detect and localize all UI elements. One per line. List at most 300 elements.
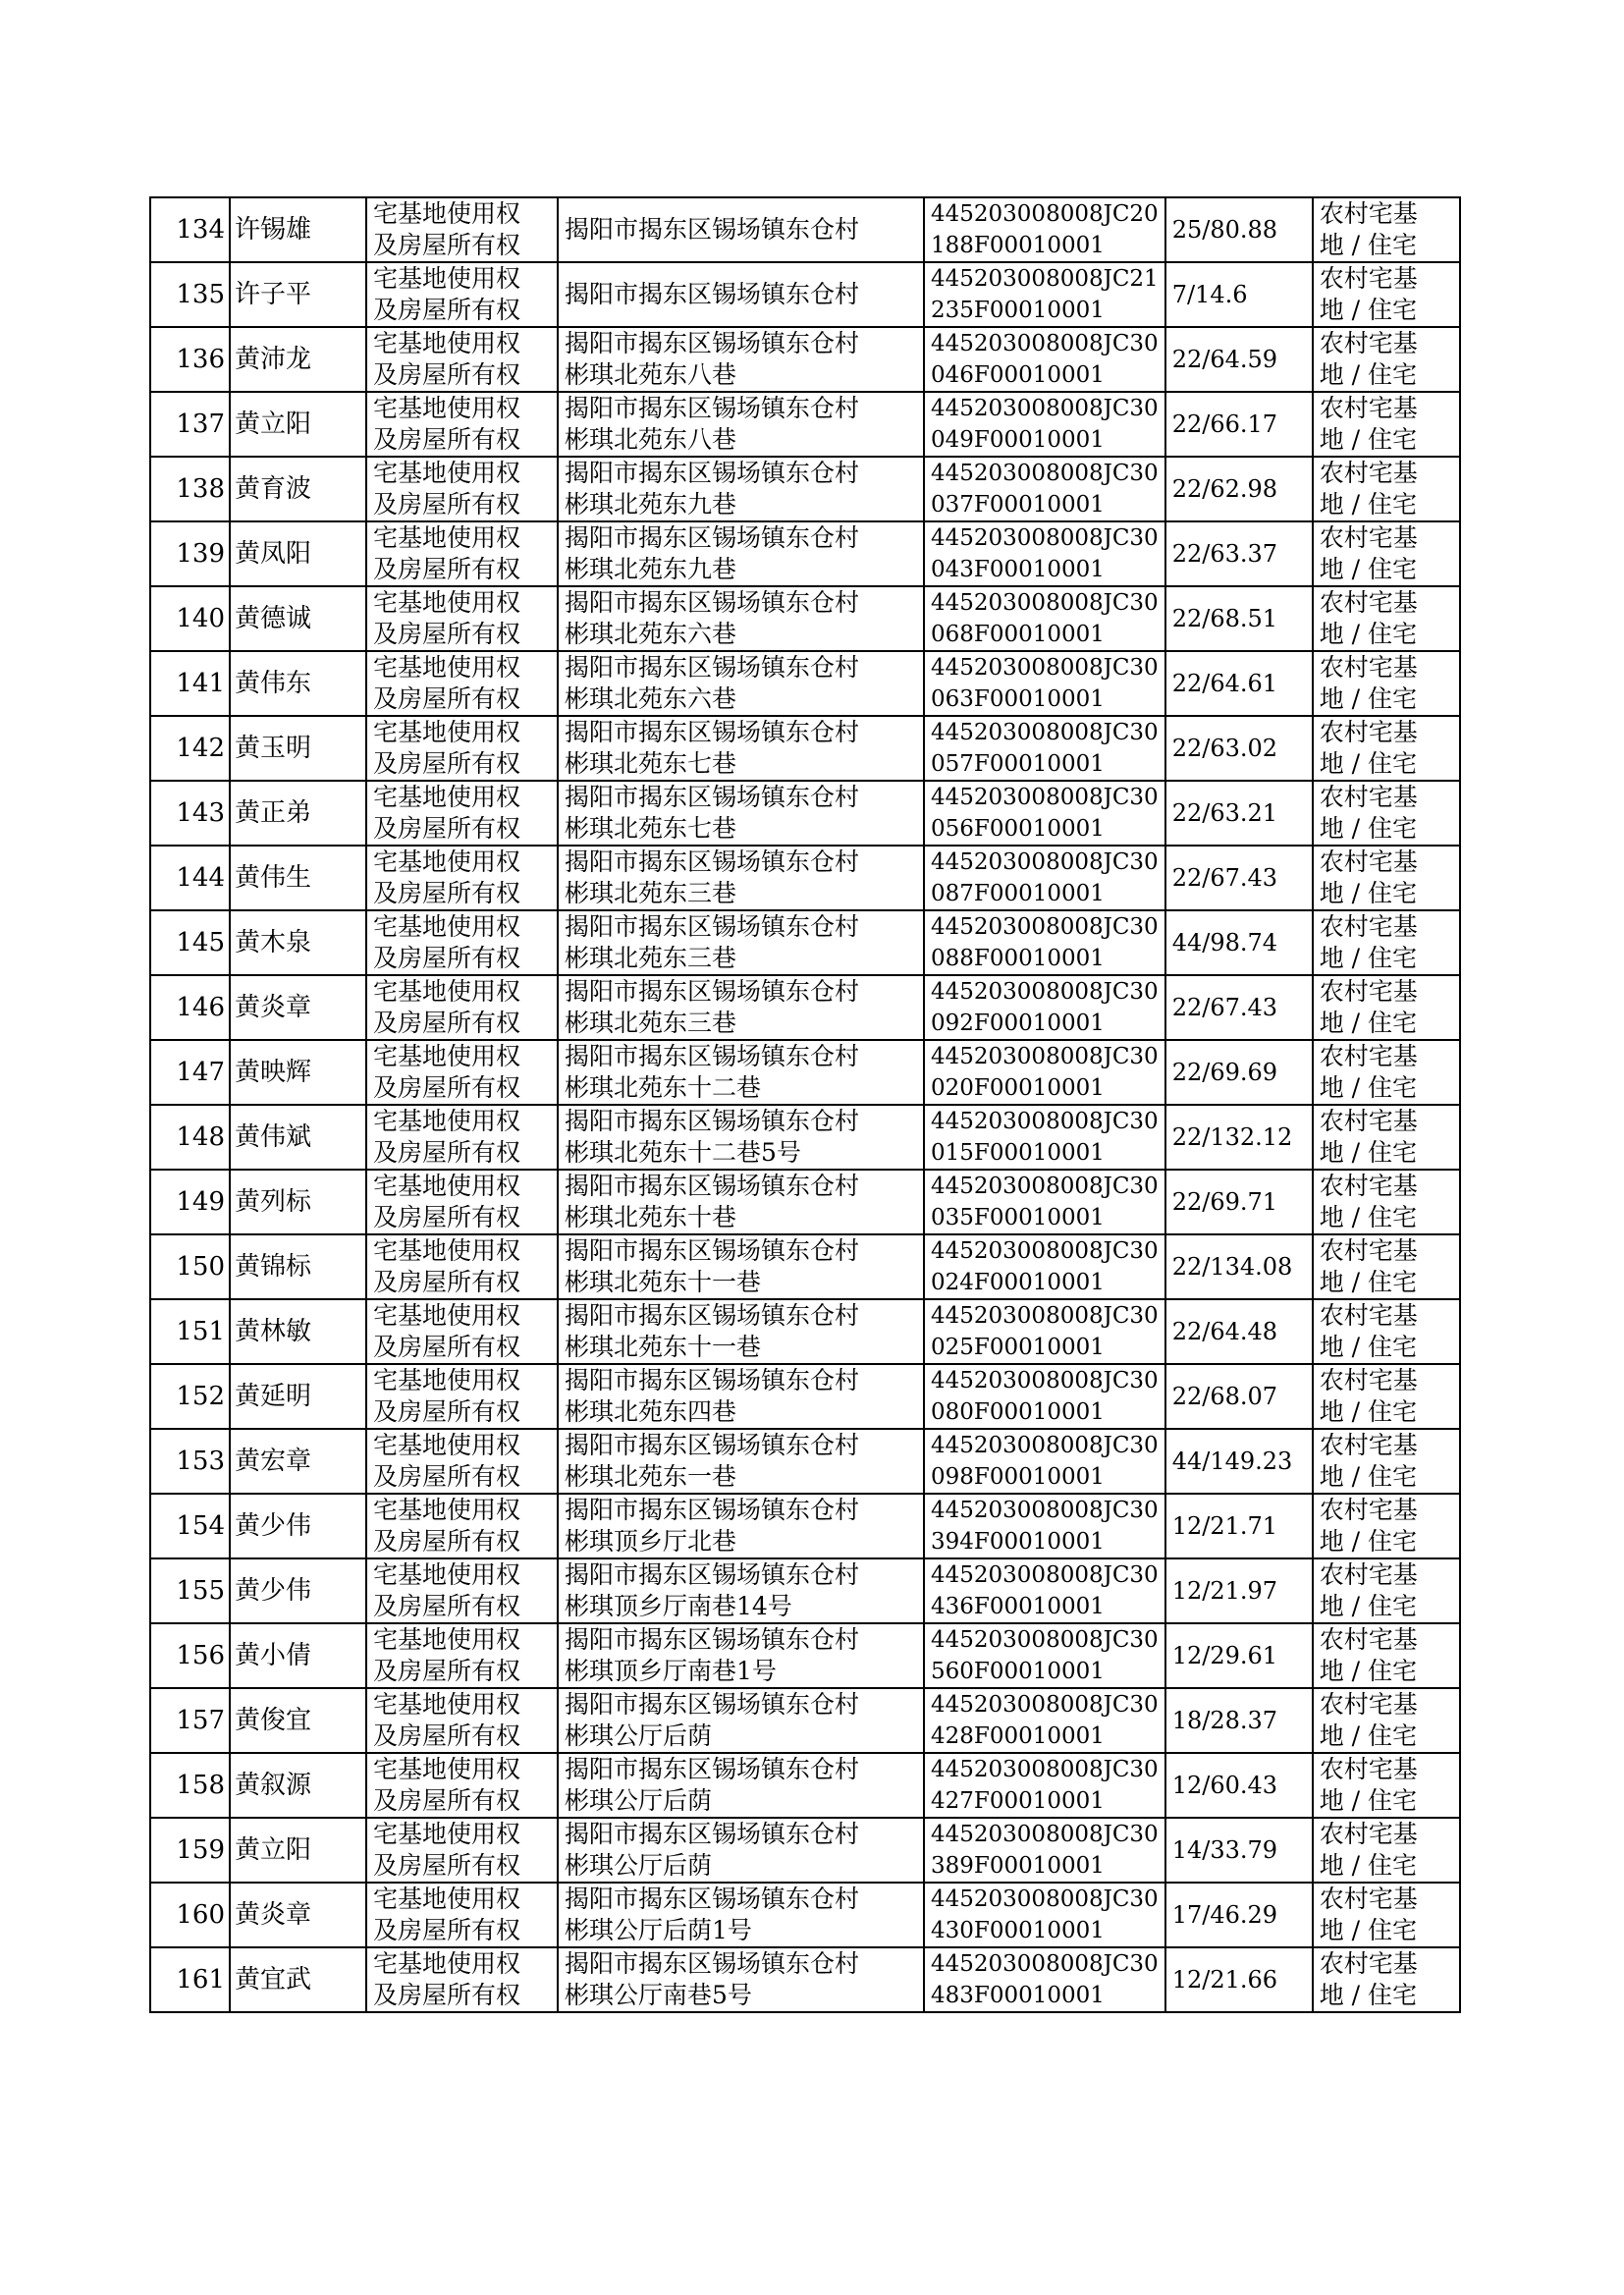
right-type-line: 及房屋所有权 bbox=[373, 1721, 521, 1750]
registration-number-cell bbox=[924, 1623, 1165, 1688]
property-address-line: 揭阳市揭东区锡场镇东仓村 bbox=[565, 1949, 860, 1978]
registration-number-cell bbox=[924, 1818, 1165, 1883]
property-address-line: 揭阳市揭东区锡场镇东仓村 bbox=[565, 1366, 860, 1394]
property-address-line: 揭阳市揭东区锡场镇东仓村 bbox=[565, 1236, 860, 1265]
area-value-cell bbox=[1165, 975, 1313, 1040]
table-row bbox=[150, 975, 1460, 1040]
owner-name-cell bbox=[230, 197, 366, 262]
registration-number-line: 092F00010001 bbox=[931, 1011, 1105, 1036]
land-use-line: 农村宅基 bbox=[1319, 653, 1418, 682]
registration-number-cell bbox=[924, 262, 1165, 327]
right-type-line: 宅基地使用权 bbox=[373, 459, 521, 487]
row-number: 155 bbox=[176, 1575, 225, 1606]
right-type-cell bbox=[366, 1688, 558, 1753]
land-use-line: 农村宅基 bbox=[1319, 1107, 1418, 1135]
owner-name: 黄叙源 bbox=[235, 1770, 312, 1800]
property-address-line: 揭阳市揭东区锡场镇东仓村 bbox=[565, 1625, 860, 1654]
right-type-line: 宅基地使用权 bbox=[373, 1755, 521, 1783]
right-type-cell bbox=[366, 651, 558, 716]
land-use-line: 地 / 住宅 bbox=[1319, 1009, 1418, 1037]
owner-name-cell bbox=[230, 651, 366, 716]
row-number-cell bbox=[150, 457, 230, 521]
property-address-cell bbox=[558, 327, 924, 392]
registration-number-line: 057F00010001 bbox=[931, 751, 1105, 777]
land-use-cell bbox=[1313, 392, 1460, 457]
registration-number-cell bbox=[924, 1947, 1165, 2012]
property-address-cell bbox=[558, 1818, 924, 1883]
owner-name-cell bbox=[230, 1558, 366, 1623]
area-value: 22/68.51 bbox=[1171, 604, 1278, 632]
row-number-cell bbox=[150, 1429, 230, 1494]
right-type-line: 宅基地使用权 bbox=[373, 1885, 521, 1913]
table-row bbox=[150, 1170, 1460, 1234]
right-type-cell bbox=[366, 1494, 558, 1558]
land-use-line: 农村宅基 bbox=[1319, 1431, 1418, 1459]
land-use-cell bbox=[1313, 1558, 1460, 1623]
registration-number-line: 436F00010001 bbox=[931, 1594, 1105, 1619]
registration-number-cell bbox=[924, 1688, 1165, 1753]
property-address-line: 揭阳市揭东区锡场镇东仓村 bbox=[565, 783, 860, 811]
property-address-line: 揭阳市揭东区锡场镇东仓村 bbox=[565, 1042, 860, 1070]
owner-name: 黄立阳 bbox=[235, 409, 312, 439]
owner-name: 黄木泉 bbox=[235, 927, 312, 957]
registration-number-cell bbox=[924, 1429, 1165, 1494]
right-type-line: 及房屋所有权 bbox=[373, 814, 521, 843]
land-use-cell bbox=[1313, 1688, 1460, 1753]
land-use-line: 地 / 住宅 bbox=[1319, 1657, 1418, 1685]
registration-number-line: 063F00010001 bbox=[931, 686, 1105, 712]
property-address-line: 彬琪北苑东七巷 bbox=[565, 749, 737, 778]
owner-name: 黄伟东 bbox=[235, 668, 312, 698]
area-value: 22/132.12 bbox=[1171, 1122, 1293, 1151]
property-address-line: 彬琪公厅后荫 bbox=[565, 1786, 713, 1815]
property-address-cell bbox=[558, 1234, 924, 1299]
owner-name-cell bbox=[230, 521, 366, 586]
property-address-line: 揭阳市揭东区锡场镇东仓村 bbox=[565, 1755, 860, 1783]
land-use-cell bbox=[1313, 1883, 1460, 1947]
registration-number-line: 046F00010001 bbox=[931, 362, 1105, 388]
registration-number-cell bbox=[924, 716, 1165, 781]
owner-name-cell bbox=[230, 457, 366, 521]
owner-name-cell bbox=[230, 1234, 366, 1299]
right-type-line: 宅基地使用权 bbox=[373, 1496, 521, 1524]
registration-number-line: 445203008008JC30 bbox=[931, 720, 1159, 745]
owner-name-cell bbox=[230, 392, 366, 457]
registration-number-line: 445203008008JC30 bbox=[931, 1368, 1159, 1393]
property-address-line: 彬琪北苑东九巷 bbox=[565, 490, 737, 519]
right-type-line: 宅基地使用权 bbox=[373, 1690, 521, 1719]
property-address-cell bbox=[558, 1623, 924, 1688]
registration-number-cell bbox=[924, 392, 1165, 457]
right-type-line: 宅基地使用权 bbox=[373, 523, 521, 552]
property-address-cell bbox=[558, 1105, 924, 1170]
registration-number-line: 445203008008JC30 bbox=[931, 1627, 1159, 1653]
property-address-cell bbox=[558, 1040, 924, 1105]
land-use-line: 地 / 住宅 bbox=[1319, 1851, 1418, 1880]
row-number: 156 bbox=[176, 1640, 225, 1670]
table-row bbox=[150, 1105, 1460, 1170]
right-type-line: 宅基地使用权 bbox=[373, 1560, 521, 1589]
owner-name: 黄小倩 bbox=[235, 1640, 312, 1670]
right-type-line: 宅基地使用权 bbox=[373, 653, 521, 682]
property-address-line: 揭阳市揭东区锡场镇东仓村 bbox=[565, 1496, 860, 1524]
owner-name: 黄少伟 bbox=[235, 1575, 312, 1606]
owner-name-cell bbox=[230, 586, 366, 651]
land-use-cell bbox=[1313, 1299, 1460, 1364]
right-type-cell bbox=[366, 781, 558, 846]
property-address-line: 彬琪北苑东十二巷5号 bbox=[565, 1138, 801, 1167]
land-use-line: 地 / 住宅 bbox=[1319, 296, 1418, 324]
property-address-line: 彬琪北苑东十一巷 bbox=[565, 1333, 762, 1361]
owner-name: 黄沛龙 bbox=[235, 344, 312, 374]
row-number-cell bbox=[150, 1883, 230, 1947]
land-use-line: 农村宅基 bbox=[1319, 912, 1418, 941]
land-use-cell bbox=[1313, 1040, 1460, 1105]
registration-number-line: 483F00010001 bbox=[931, 1983, 1105, 2008]
area-value-cell bbox=[1165, 910, 1313, 975]
row-number-cell bbox=[150, 327, 230, 392]
land-use-line: 农村宅基 bbox=[1319, 523, 1418, 552]
property-address-line: 揭阳市揭东区锡场镇东仓村 bbox=[565, 1107, 860, 1135]
owner-name: 黄映辉 bbox=[235, 1057, 312, 1087]
land-use-line: 地 / 住宅 bbox=[1319, 1333, 1418, 1361]
right-type-cell bbox=[366, 392, 558, 457]
right-type-cell bbox=[366, 1040, 558, 1105]
row-number-cell bbox=[150, 521, 230, 586]
table-row bbox=[150, 1364, 1460, 1429]
row-number-cell bbox=[150, 716, 230, 781]
registration-number-line: 445203008008JC30 bbox=[931, 979, 1159, 1005]
registration-number-line: 049F00010001 bbox=[931, 427, 1105, 453]
owner-name: 黄德诚 bbox=[235, 603, 312, 633]
right-type-cell bbox=[366, 1883, 558, 1947]
property-address-cell bbox=[558, 197, 924, 262]
area-value: 22/69.71 bbox=[1171, 1187, 1278, 1216]
property-address-cell bbox=[558, 457, 924, 521]
area-value-cell bbox=[1165, 716, 1313, 781]
owner-name: 黄凤阳 bbox=[235, 538, 312, 569]
table-row bbox=[150, 1234, 1460, 1299]
area-value: 12/21.71 bbox=[1171, 1511, 1278, 1540]
land-use-line: 农村宅基 bbox=[1319, 459, 1418, 487]
row-number: 161 bbox=[176, 1964, 225, 1994]
row-number: 157 bbox=[176, 1705, 225, 1735]
land-use-cell bbox=[1313, 262, 1460, 327]
land-use-line: 地 / 住宅 bbox=[1319, 231, 1418, 259]
property-address-line: 彬琪北苑东八巷 bbox=[565, 360, 737, 389]
right-type-line: 及房屋所有权 bbox=[373, 1462, 521, 1491]
right-type-line: 宅基地使用权 bbox=[373, 588, 521, 617]
land-use-line: 地 / 住宅 bbox=[1319, 360, 1418, 389]
area-value: 22/63.02 bbox=[1171, 734, 1278, 762]
property-address-cell bbox=[558, 521, 924, 586]
right-type-line: 及房屋所有权 bbox=[373, 944, 521, 972]
registration-number-line: 037F00010001 bbox=[931, 492, 1105, 518]
area-value: 22/63.37 bbox=[1171, 539, 1278, 568]
right-type-line: 及房屋所有权 bbox=[373, 555, 521, 583]
property-address-line: 彬琪北苑东六巷 bbox=[565, 684, 737, 713]
right-type-line: 及房屋所有权 bbox=[373, 360, 521, 389]
area-value-cell bbox=[1165, 1947, 1313, 2012]
property-address-line: 彬琪北苑东十一巷 bbox=[565, 1268, 762, 1296]
right-type-line: 及房屋所有权 bbox=[373, 1009, 521, 1037]
owner-name-cell bbox=[230, 910, 366, 975]
property-address-line: 彬琪北苑东三巷 bbox=[565, 879, 737, 907]
property-address-cell bbox=[558, 1688, 924, 1753]
row-number: 136 bbox=[176, 344, 225, 374]
table-row bbox=[150, 1299, 1460, 1364]
property-address-line: 彬琪北苑东一巷 bbox=[565, 1462, 737, 1491]
row-number: 149 bbox=[176, 1186, 225, 1217]
row-number-cell bbox=[150, 1623, 230, 1688]
area-value: 44/149.23 bbox=[1171, 1447, 1293, 1475]
owner-name-cell bbox=[230, 327, 366, 392]
owner-name-cell bbox=[230, 1494, 366, 1558]
land-use-cell bbox=[1313, 327, 1460, 392]
land-use-cell bbox=[1313, 1947, 1460, 2012]
owner-name-cell bbox=[230, 716, 366, 781]
land-use-line: 农村宅基 bbox=[1319, 394, 1418, 422]
property-address-cell bbox=[558, 1753, 924, 1818]
row-number: 143 bbox=[176, 797, 225, 828]
land-use-line: 农村宅基 bbox=[1319, 1301, 1418, 1330]
right-type-cell bbox=[366, 1818, 558, 1883]
table-row bbox=[150, 457, 1460, 521]
table-row bbox=[150, 1494, 1460, 1558]
property-address-cell bbox=[558, 586, 924, 651]
row-number: 151 bbox=[176, 1316, 225, 1346]
row-number-cell bbox=[150, 1170, 230, 1234]
registration-number-line: 035F00010001 bbox=[931, 1205, 1105, 1230]
property-address-cell bbox=[558, 1170, 924, 1234]
table-row bbox=[150, 262, 1460, 327]
row-number: 159 bbox=[176, 1834, 225, 1865]
owner-name-cell bbox=[230, 846, 366, 910]
area-value: 12/60.43 bbox=[1171, 1771, 1278, 1799]
property-address-line: 揭阳市揭东区锡场镇东仓村 bbox=[565, 1690, 860, 1719]
right-type-line: 及房屋所有权 bbox=[373, 1916, 521, 1944]
row-number: 148 bbox=[176, 1121, 225, 1152]
owner-name: 黄伟生 bbox=[235, 862, 312, 893]
registration-number-cell bbox=[924, 327, 1165, 392]
property-address-line: 揭阳市揭东区锡场镇东仓村 bbox=[565, 912, 860, 941]
area-value: 22/67.43 bbox=[1171, 863, 1278, 892]
property-address-line: 彬琪北苑东七巷 bbox=[565, 814, 737, 843]
area-value: 12/21.97 bbox=[1171, 1576, 1278, 1605]
land-use-line: 地 / 住宅 bbox=[1319, 620, 1418, 648]
registration-number-cell bbox=[924, 781, 1165, 846]
right-type-line: 及房屋所有权 bbox=[373, 296, 521, 324]
area-value-cell bbox=[1165, 1753, 1313, 1818]
registration-number-line: 088F00010001 bbox=[931, 946, 1105, 971]
area-value-cell bbox=[1165, 1364, 1313, 1429]
property-address-line: 揭阳市揭东区锡场镇东仓村 bbox=[565, 1885, 860, 1913]
registration-number-cell bbox=[924, 1170, 1165, 1234]
area-value: 12/21.66 bbox=[1171, 1965, 1278, 1994]
registration-number-cell bbox=[924, 586, 1165, 651]
land-use-line: 地 / 住宅 bbox=[1319, 684, 1418, 713]
registration-number-line: 080F00010001 bbox=[931, 1399, 1105, 1425]
land-use-line: 农村宅基 bbox=[1319, 1690, 1418, 1719]
owner-name-cell bbox=[230, 1170, 366, 1234]
registration-number-cell bbox=[924, 975, 1165, 1040]
land-use-line: 农村宅基 bbox=[1319, 1560, 1418, 1589]
registration-number-line: 445203008008JC30 bbox=[931, 461, 1159, 486]
registration-number-line: 445203008008JC30 bbox=[931, 1822, 1159, 1847]
owner-name: 黄炎章 bbox=[235, 1899, 312, 1930]
registration-number-cell bbox=[924, 651, 1165, 716]
right-type-line: 及房屋所有权 bbox=[373, 490, 521, 519]
land-use-line: 地 / 住宅 bbox=[1319, 1786, 1418, 1815]
registration-number-cell bbox=[924, 1040, 1165, 1105]
right-type-line: 及房屋所有权 bbox=[373, 1657, 521, 1685]
owner-name: 黄炎章 bbox=[235, 992, 312, 1022]
right-type-line: 宅基地使用权 bbox=[373, 1366, 521, 1394]
property-address-line: 揭阳市揭东区锡场镇东仓村 bbox=[565, 459, 860, 487]
row-number-cell bbox=[150, 651, 230, 716]
land-use-line: 农村宅基 bbox=[1319, 588, 1418, 617]
land-use-cell bbox=[1313, 1234, 1460, 1299]
land-use-line: 地 / 住宅 bbox=[1319, 1916, 1418, 1944]
owner-name-cell bbox=[230, 1623, 366, 1688]
owner-name: 黄伟斌 bbox=[235, 1121, 312, 1152]
area-value-cell bbox=[1165, 1558, 1313, 1623]
right-type-line: 宅基地使用权 bbox=[373, 1625, 521, 1654]
registration-number-line: 445203008008JC30 bbox=[931, 1498, 1159, 1523]
row-number: 153 bbox=[176, 1446, 225, 1476]
owner-name: 黄育波 bbox=[235, 473, 312, 504]
right-type-cell bbox=[366, 327, 558, 392]
right-type-line: 宅基地使用权 bbox=[373, 1236, 521, 1265]
right-type-line: 宅基地使用权 bbox=[373, 977, 521, 1006]
registration-number-line: 445203008008JC30 bbox=[931, 914, 1159, 940]
right-type-line: 及房屋所有权 bbox=[373, 1268, 521, 1296]
land-use-line: 地 / 住宅 bbox=[1319, 1203, 1418, 1231]
registration-number-cell bbox=[924, 1105, 1165, 1170]
row-number: 138 bbox=[176, 473, 225, 504]
row-number: 142 bbox=[176, 733, 225, 763]
area-value: 22/64.48 bbox=[1171, 1317, 1278, 1345]
land-use-line: 农村宅基 bbox=[1319, 977, 1418, 1006]
area-value-cell bbox=[1165, 327, 1313, 392]
land-use-line: 农村宅基 bbox=[1319, 1820, 1418, 1848]
row-number-cell bbox=[150, 1234, 230, 1299]
right-type-cell bbox=[366, 197, 558, 262]
land-use-cell bbox=[1313, 846, 1460, 910]
area-value: 22/68.07 bbox=[1171, 1382, 1278, 1410]
registration-number-line: 428F00010001 bbox=[931, 1723, 1105, 1749]
land-use-cell bbox=[1313, 1494, 1460, 1558]
registration-number-line: 025F00010001 bbox=[931, 1335, 1105, 1360]
area-value-cell bbox=[1165, 1883, 1313, 1947]
owner-name: 黄宜武 bbox=[235, 1964, 312, 1994]
right-type-line: 及房屋所有权 bbox=[373, 1203, 521, 1231]
row-number: 139 bbox=[176, 538, 225, 569]
property-address-cell bbox=[558, 975, 924, 1040]
right-type-line: 宅基地使用权 bbox=[373, 1820, 521, 1848]
right-type-line: 及房屋所有权 bbox=[373, 620, 521, 648]
registration-number-cell bbox=[924, 1494, 1165, 1558]
property-address-line: 揭阳市揭东区锡场镇东仓村 bbox=[565, 588, 860, 617]
land-use-cell bbox=[1313, 197, 1460, 262]
land-use-cell bbox=[1313, 1818, 1460, 1883]
property-address-line: 彬琪北苑东八巷 bbox=[565, 425, 737, 454]
property-address-line: 揭阳市揭东区锡场镇东仓村 bbox=[565, 523, 860, 552]
property-address-line: 彬琪公厅南巷5号 bbox=[565, 1981, 752, 2009]
right-type-cell bbox=[366, 586, 558, 651]
right-type-line: 及房屋所有权 bbox=[373, 749, 521, 778]
registration-number-line: 445203008008JC30 bbox=[931, 590, 1159, 616]
row-number-cell bbox=[150, 1494, 230, 1558]
owner-name-cell bbox=[230, 1883, 366, 1947]
area-value-cell bbox=[1165, 1105, 1313, 1170]
right-type-line: 及房屋所有权 bbox=[373, 1073, 521, 1102]
row-number: 135 bbox=[176, 279, 225, 309]
right-type-cell bbox=[366, 521, 558, 586]
area-value: 17/46.29 bbox=[1171, 1900, 1278, 1929]
land-use-line: 地 / 住宅 bbox=[1319, 425, 1418, 454]
property-address-cell bbox=[558, 1299, 924, 1364]
land-use-cell bbox=[1313, 1623, 1460, 1688]
property-address-cell bbox=[558, 1429, 924, 1494]
area-value-cell bbox=[1165, 651, 1313, 716]
registration-number-line: 445203008008JC30 bbox=[931, 1692, 1159, 1718]
property-address-line: 彬琪北苑东四巷 bbox=[565, 1397, 737, 1426]
property-address-cell bbox=[558, 910, 924, 975]
registration-number-cell bbox=[924, 1364, 1165, 1429]
property-address-cell bbox=[558, 1364, 924, 1429]
property-address-cell bbox=[558, 716, 924, 781]
row-number: 158 bbox=[176, 1770, 225, 1800]
land-use-line: 农村宅基 bbox=[1319, 783, 1418, 811]
table-row bbox=[150, 586, 1460, 651]
area-value: 22/67.43 bbox=[1171, 993, 1278, 1021]
area-value: 25/80.88 bbox=[1171, 215, 1278, 244]
land-use-line: 地 / 住宅 bbox=[1319, 1592, 1418, 1620]
land-use-line: 农村宅基 bbox=[1319, 847, 1418, 876]
registration-number-line: 445203008008JC30 bbox=[931, 331, 1159, 356]
property-address-line: 揭阳市揭东区锡场镇东仓村 bbox=[565, 847, 860, 876]
row-number-cell bbox=[150, 846, 230, 910]
right-type-cell bbox=[366, 1558, 558, 1623]
land-use-line: 地 / 住宅 bbox=[1319, 944, 1418, 972]
right-type-cell bbox=[366, 716, 558, 781]
land-use-line: 地 / 住宅 bbox=[1319, 749, 1418, 778]
land-use-cell bbox=[1313, 975, 1460, 1040]
property-address-cell bbox=[558, 1947, 924, 2012]
right-type-line: 及房屋所有权 bbox=[373, 1592, 521, 1620]
row-number-cell bbox=[150, 1364, 230, 1429]
row-number: 140 bbox=[176, 603, 225, 633]
right-type-cell bbox=[366, 975, 558, 1040]
right-type-cell bbox=[366, 262, 558, 327]
table-row bbox=[150, 327, 1460, 392]
right-type-line: 及房屋所有权 bbox=[373, 684, 521, 713]
property-address-cell bbox=[558, 1494, 924, 1558]
land-use-line: 地 / 住宅 bbox=[1319, 555, 1418, 583]
area-value-cell bbox=[1165, 1623, 1313, 1688]
land-use-cell bbox=[1313, 1753, 1460, 1818]
property-address-line: 揭阳市揭东区锡场镇东仓村 bbox=[565, 1431, 860, 1459]
right-type-line: 及房屋所有权 bbox=[373, 1138, 521, 1167]
owner-name-cell bbox=[230, 1299, 366, 1364]
land-use-cell bbox=[1313, 910, 1460, 975]
table-row bbox=[150, 716, 1460, 781]
area-value: 18/28.37 bbox=[1171, 1706, 1278, 1734]
registration-number-line: 445203008008JC30 bbox=[931, 1757, 1159, 1782]
table-row bbox=[150, 1753, 1460, 1818]
row-number-cell bbox=[150, 975, 230, 1040]
